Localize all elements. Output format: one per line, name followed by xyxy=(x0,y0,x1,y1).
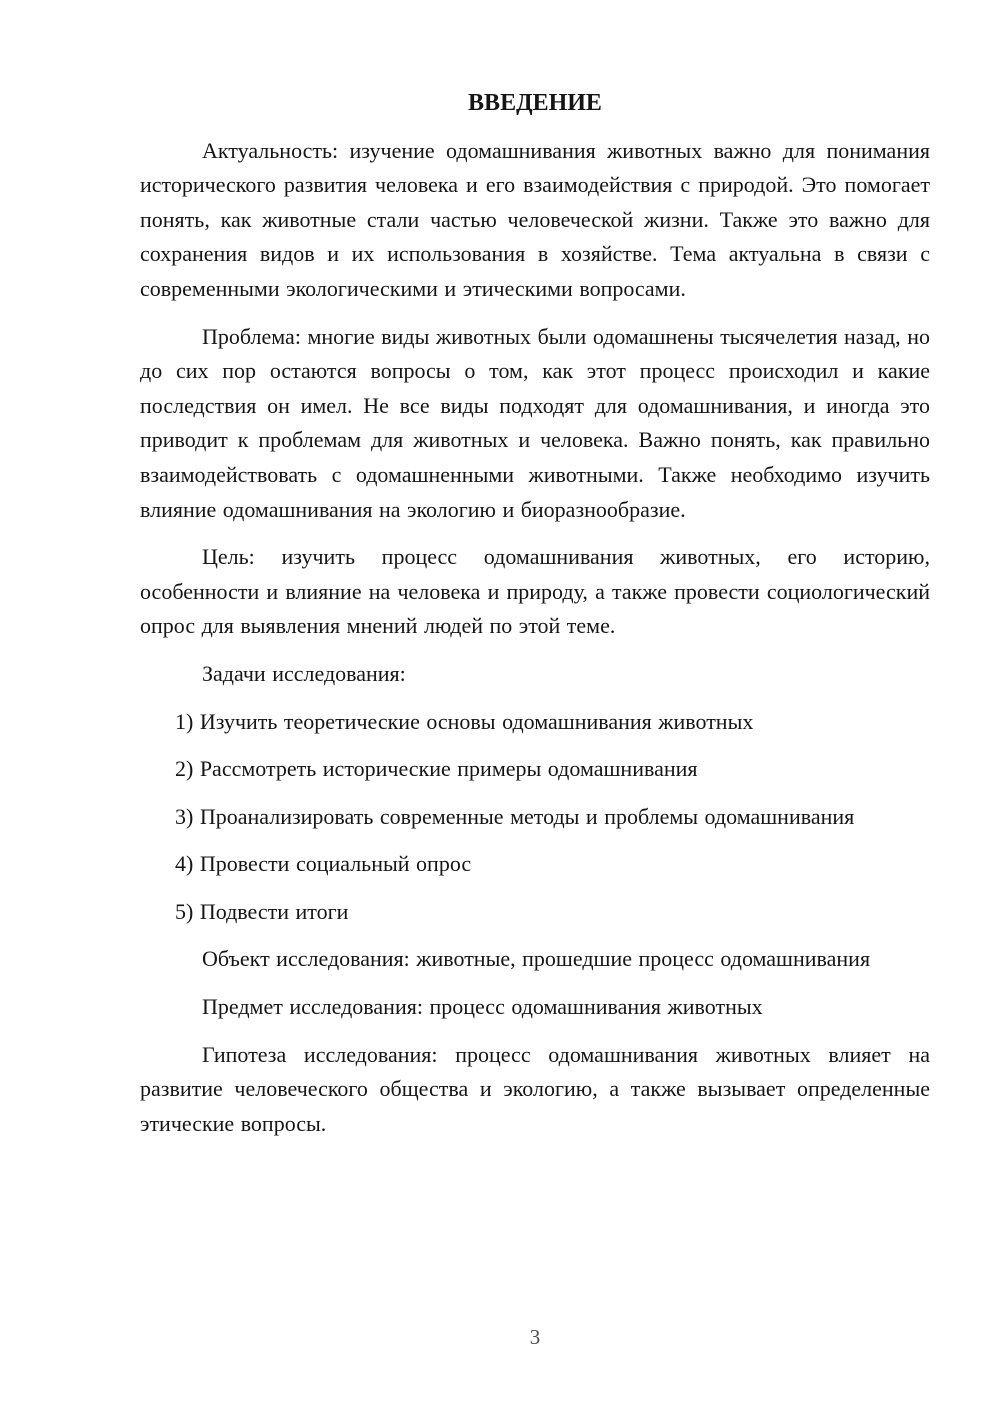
paragraph-relevance: Актуальность: изучение одомашнивания животных важно для понимания исторического развития человека и его взаимодействия с природой. Это помогает понять, как животные стали частью человеческой жизни. Также это важно для сохранения видов и их использования в хозяйстве. Тема актуальна в связи с современными экологическими и этическими вопросами. xyxy=(140,137,930,301)
section-title: ВВЕДЕНИЕ xyxy=(468,90,602,116)
paragraph-goal: Цель: изучить процесс одомашнивания животных, его историю, особенности и влияние на человека и природу, а также провести социологический опрос для выявления мнений людей по этой теме. xyxy=(140,544,930,639)
paragraph-subject: Предмет исследования: процесс одомашнивания животных xyxy=(202,994,763,1020)
task-item-5: 5) Подвести итоги xyxy=(175,898,349,924)
paragraph-problem: Проблема: многие виды животных были одомашнены тысячелетия назад, но до сих пор остаются вопросы о том, как этот процесс происходил и какие последствия он имел. Не все виды подходят для одомашнивания, и иногда это приводит к проблемам для животных и человека. Важно понять, как правильно взаимодействовать с одомашненными животными. Также необходимо изучить влияние одомашнивания на экологию и биоразнообразие. xyxy=(140,323,930,522)
tasks-heading: Задачи исследования: xyxy=(202,660,406,686)
task-item-3: 3) Проанализировать современные методы и проблемы одомашнивания xyxy=(175,803,855,829)
paragraph-object: Объект исследования: животные, прошедшие процесс одомашнивания xyxy=(202,946,871,972)
page-number: 3 xyxy=(529,1325,541,1349)
task-item-4: 4) Провести социальный опрос xyxy=(175,851,472,877)
task-item-1: 1) Изучить теоретические основы одомашнивания животных xyxy=(175,708,754,734)
paragraph-hypothesis: Гипотеза исследования: процесс одомашнивания животных влияет на развитие человеческого общества и экологию, а также вызывает определенные этические вопросы. xyxy=(140,1041,930,1136)
task-item-2: 2) Рассмотреть исторические примеры одомашнивания xyxy=(175,756,698,782)
